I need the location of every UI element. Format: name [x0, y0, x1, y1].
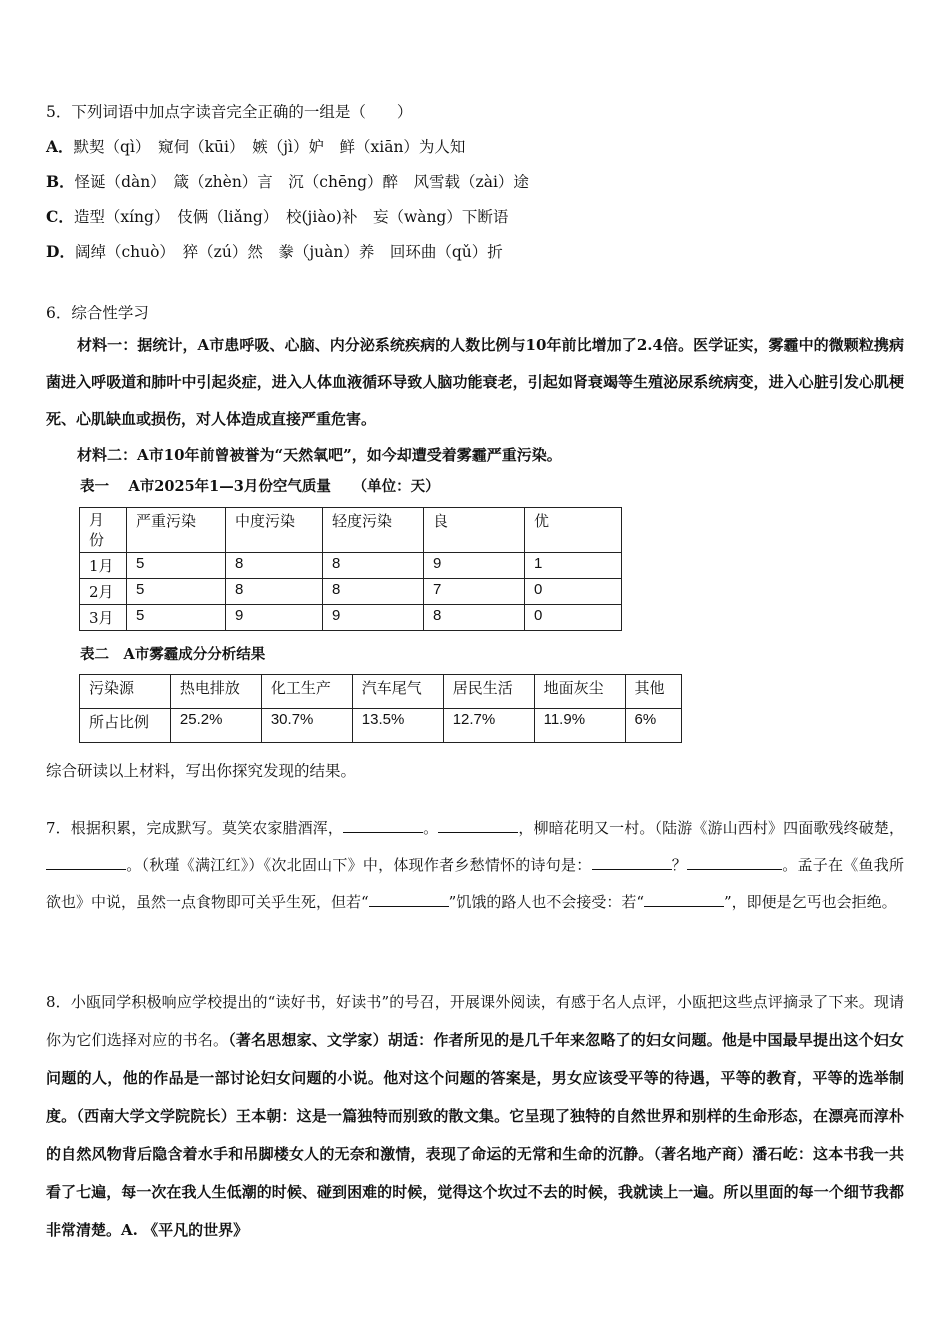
fill-blank[interactable] [727, 855, 782, 870]
table-cell: 8 [323, 579, 424, 605]
table-header-cell: 化工生产 [261, 675, 352, 709]
fill-blank[interactable] [369, 892, 449, 907]
option-label: B． [46, 172, 75, 191]
q7-text: 。孟子在《鱼我所欲也》中说，虽然一点食物即可关乎生死，但若“ [46, 856, 904, 911]
q5-option-d [46, 242, 503, 262]
table-header-cell: 污染源 [80, 675, 171, 709]
table-cell: 1月 [80, 553, 127, 579]
q7-text: ”饥饿的路人也不会接受：若“ [448, 893, 645, 911]
table-header-cell: 汽车尾气 [352, 675, 443, 709]
option-label: A． [46, 137, 74, 156]
table-header-cell: 热电排放 [170, 675, 261, 709]
table-header-cell: 月份 [80, 508, 127, 553]
fill-blank[interactable] [592, 855, 672, 870]
table-cell: 9 [226, 605, 323, 631]
table-row [80, 579, 622, 605]
table-cell: 30.7% [261, 709, 352, 743]
q7-paragraph [46, 810, 904, 921]
option-text: 默契（qì） 窥伺（kūi） 嫉（jì）妒 鲜（xiān）为人知 [73, 138, 466, 156]
table-cell: 11.9% [534, 709, 625, 743]
fill-blank[interactable] [687, 855, 727, 870]
q7-text: 7．根据积累，完成默写。莫笑农家腊酒浑， [46, 819, 344, 837]
smog-composition-table [79, 674, 682, 743]
option-text: 怪诞（dàn） 箴（zhèn）言 沉（chēng）醉 风雪载（zài）途 [74, 173, 529, 191]
option-text: 阔绰（chuò） 猝（zú）然 豢（juàn）养 回环曲（qǔ）折 [74, 243, 503, 261]
table-header-cell: 居民生活 [443, 675, 534, 709]
q6-title: 6．综合性学习 [46, 304, 149, 322]
q5-stem: 5．下列词语中加点字读音完全正确的一组是（ ） [46, 103, 413, 121]
table-cell: 3月 [80, 605, 127, 631]
table-cell: 所占比例 [80, 709, 171, 743]
table-row [80, 605, 622, 631]
table-row [80, 553, 622, 579]
fill-blank[interactable] [644, 892, 724, 907]
table-cell: 8 [323, 553, 424, 579]
q7-text: 。（秋瑾《满江红》）《次北固山下》中，体现作者乡愁情怀的诗句是： [126, 856, 592, 874]
table-cell: 7 [424, 579, 525, 605]
table-cell: 8 [226, 579, 323, 605]
table-cell: 12.7% [443, 709, 534, 743]
fill-blank[interactable] [46, 855, 126, 870]
table-header-cell: 中度污染 [226, 508, 323, 553]
table-row [80, 709, 682, 743]
q6-material-1: 材料一：据统计，A市患呼吸、心脑、内分泌系统疾病的人数比例与10年前比增加了2.4倍。医学证实，雾霾中的微颗粒携病菌进入呼吸道和肺叶中引起炎症，进入人体血液循环导致人脑功能衰老，引起如肾衰竭等生殖泌尿系统病变，进入心脏引发心肌梗死、心肌缺血或损伤，对人体造成直接严重危害。 [46, 336, 904, 428]
q7-text: 。 [423, 819, 439, 837]
air-quality-table [79, 507, 622, 631]
q5-option-a [46, 137, 465, 157]
fill-blank[interactable] [343, 818, 423, 833]
q8-paragraph [46, 983, 904, 1249]
table-cell: 5 [127, 605, 226, 631]
table-cell: 5 [127, 579, 226, 605]
table2-caption: 表二 A市雾霾成分分析结果 [80, 646, 266, 663]
option-label: D． [46, 242, 75, 261]
table-header-cell: 轻度污染 [323, 508, 424, 553]
table-header-cell: 优 [525, 508, 622, 553]
option-text: 造型（xíng） 伎俩（liǎng） 校(jiào)补 妄（wàng）下断语 [73, 208, 509, 226]
table-header-cell: 其他 [625, 675, 681, 709]
q6-material-2: 材料二：A市10年前曾被誉为“天然氧吧”，如今却遭受着雾霾严重污染。 [77, 446, 562, 464]
table-cell: 0 [525, 579, 622, 605]
table-cell: 8 [226, 553, 323, 579]
q6-task: 综合研读以上材料，写出你探究发现的结果。 [46, 762, 357, 780]
table-cell: 8 [424, 605, 525, 631]
table-cell: 9 [424, 553, 525, 579]
table-header-cell: 严重污染 [127, 508, 226, 553]
table-cell: 1 [525, 553, 622, 579]
table1-caption: 表一 A市2025年1—3月份空气质量 （单位：天） [80, 478, 440, 495]
table-cell: 9 [323, 605, 424, 631]
table-cell: 25.2% [170, 709, 261, 743]
fill-blank[interactable] [438, 818, 518, 833]
table-header-row [80, 675, 682, 709]
q7-text: ，柳暗花明又一村。（陆游《游山西村》四面歌残终破楚， [518, 819, 904, 837]
q8-intro: 8．小瓯同学积极响应学校提出的“读好书，好读书”的号召，开展课外阅读，有感于名人点评，小瓯把这些点评摘录了下来。现请你为它们选择对应的书名。 [46, 993, 904, 1049]
table-cell: 0 [525, 605, 622, 631]
q7-text: ”，即便是乞丐也会拒绝。 [724, 893, 897, 911]
table-cell: 5 [127, 553, 226, 579]
option-label: C． [46, 207, 74, 226]
table-cell: 13.5% [352, 709, 443, 743]
table-cell: 2月 [80, 579, 127, 605]
q5-option-b [46, 172, 529, 192]
q7-text: ？ [671, 856, 688, 874]
table-header-cell: 地面灰尘 [534, 675, 625, 709]
table-header-row [80, 508, 622, 553]
table-header-cell: 良 [424, 508, 525, 553]
table-cell: 6% [625, 709, 681, 743]
q5-option-c [46, 207, 508, 227]
q8-reviews: （著名思想家、文学家）胡适：作者所见的是几千年来忽略了的妇女问题。他是中国最早提出这个妇女问题的人，他的作品是一部讨论妇女问题的小说。他对这个问题的答案是，男女应该受平等的待遇，平等的教育，平等的选举制度。（西南大学文学院院长）王本朝：这是一篇独特而别致的散文集。它呈现了独特的自然世界和别样的生命形态，在漂亮而淳朴的自然风物背后隐含着水手和吊脚楼女人的无奈和激情，表现了命运的无常和生命的沉静。（著名地产商）潘石屹：这本书我一共看了七遍，每一次在我人生低潮的时候、碰到困难的时候，觉得这个坎过不去的时候，我就读上一遍。所以里面的每一个细节我都非常清楚。A. 《平凡的世界》 [46, 1031, 904, 1239]
